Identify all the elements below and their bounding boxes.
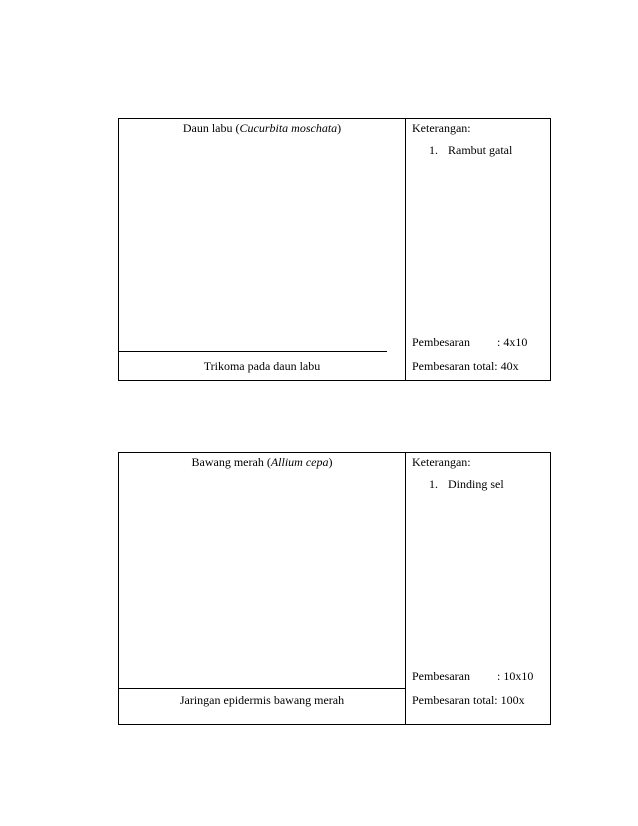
caption-divider (119, 351, 387, 352)
keterangan-item-text: Rambut gatal (448, 143, 513, 157)
pembesaran-value: : 10x10 (497, 669, 534, 683)
observation-table-1 (118, 118, 551, 381)
keterangan-item-number: 1. (429, 477, 438, 491)
specimen-title: Daun labu (Cucurbita moschata) (182, 121, 342, 135)
caption-divider (119, 688, 405, 689)
pembesaran-label: Pembesaran (412, 335, 470, 349)
column-divider (405, 452, 406, 725)
keterangan-label: Keterangan: (412, 121, 471, 135)
pembesaran-total: Pembesaran total: 40x (412, 359, 519, 373)
image-caption: Trikoma pada daun labu (203, 359, 321, 373)
specimen-title: Bawang merah (Allium cepa) (191, 455, 333, 469)
pembesaran-total: Pembesaran total: 100x (412, 693, 525, 707)
pembesaran-label: Pembesaran (412, 669, 470, 683)
pembesaran-value: : 4x10 (497, 335, 528, 349)
observation-table-2 (118, 452, 551, 725)
keterangan-label: Keterangan: (412, 455, 471, 469)
column-divider (405, 118, 406, 381)
keterangan-item-number: 1. (429, 143, 438, 157)
keterangan-item-text: Dinding sel (448, 477, 504, 491)
image-caption: Jaringan epidermis bawang merah (179, 693, 345, 707)
